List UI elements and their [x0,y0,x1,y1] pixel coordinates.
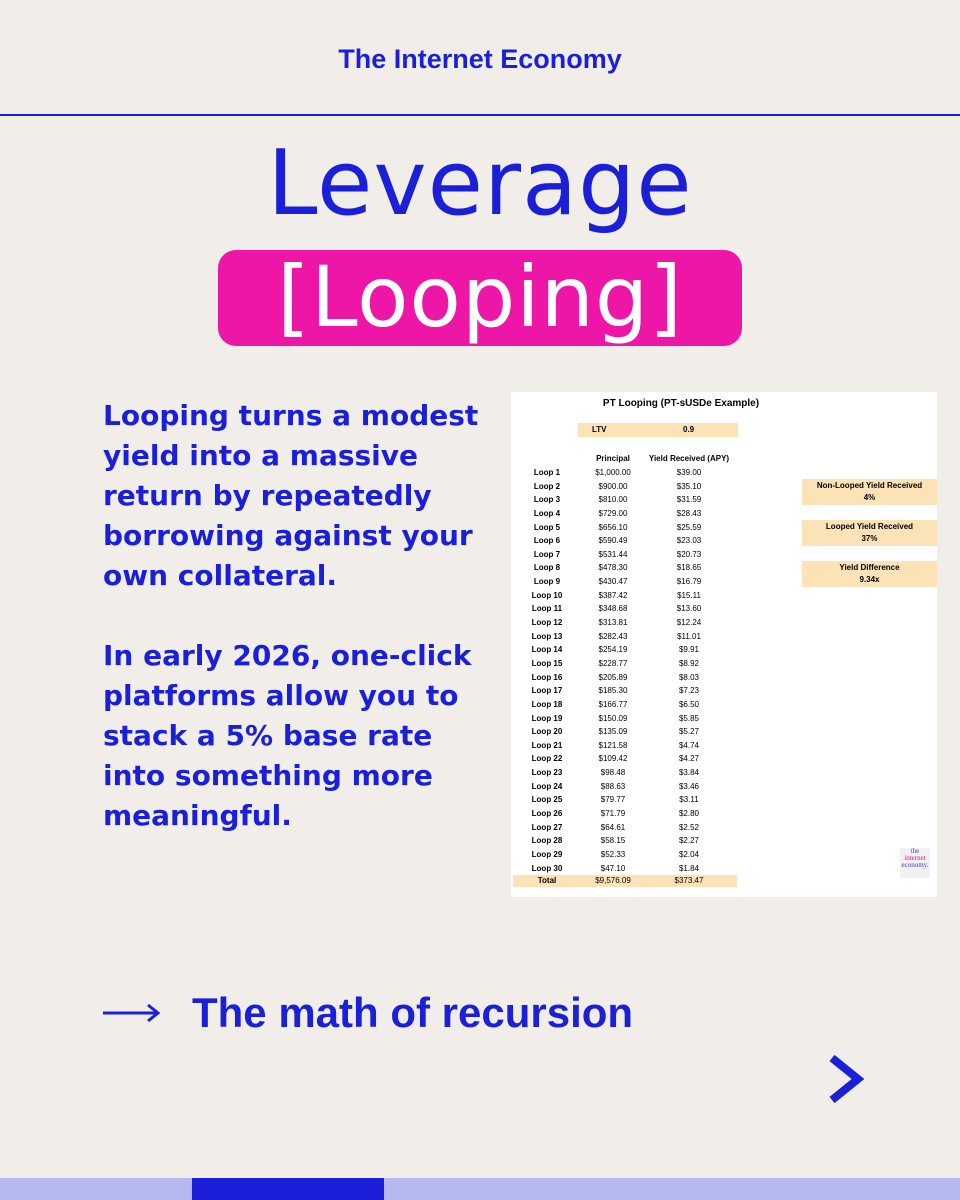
row-yield: $18.65 [676,563,702,573]
row-label: Loop 14 [531,645,563,655]
table-row [511,657,751,671]
looped-label: Looped Yield Received [825,522,914,531]
table-row [511,712,751,726]
row-label: Loop 22 [531,754,563,764]
difference-label: Yield Difference [839,563,900,572]
sheet-title: PT Looping (PT-sUSDe Example) [602,398,760,409]
row-label: Loop 9 [533,577,561,587]
page-title: Leverage [267,131,693,236]
row-principal: $282.43 [598,631,628,641]
row-label: Loop 26 [531,809,563,819]
principal-header: Principal [596,454,630,463]
table-row [511,821,751,835]
row-label: Loop 7 [533,549,561,559]
row-principal: $228.77 [598,658,628,668]
table-row [511,698,751,712]
detail-paragraph: In early 2026, one-click platforms allow you to stack a 5% base rate into something more meaningful. [103,639,472,832]
row-yield: $5.27 [678,727,700,737]
row-yield: $3.11 [679,795,699,805]
table-row [511,807,751,821]
spreadsheet-image [511,392,937,897]
row-label: Loop 13 [531,631,563,641]
ltv-label: LTV [592,425,607,434]
table-row [511,521,751,535]
row-label: Loop 18 [531,699,563,709]
row-yield: $28.43 [676,508,702,518]
progress-track [0,1178,960,1200]
row-yield: $16.79 [676,577,702,587]
non-looped-box [802,479,937,505]
row-yield: $15.11 [677,590,701,600]
row-yield: $3.46 [678,781,700,791]
table-row [511,793,751,807]
row-principal: $150.09 [598,713,628,723]
logo-line-2: internet [904,854,926,862]
row-principal: $185.30 [598,686,628,696]
row-principal: $590.49 [598,536,628,546]
row-label: Loop 30 [531,863,563,873]
row-yield: $31.59 [676,495,702,505]
row-principal: $313.81 [598,618,628,628]
header-divider [0,114,960,116]
table-row [511,630,751,644]
row-principal: $205.89 [598,672,628,682]
progress-fill [192,1178,384,1200]
table-row [511,643,751,657]
row-label: Loop 28 [531,836,563,846]
table-row [511,589,751,603]
row-yield: $8.92 [678,658,700,668]
row-yield: $23.03 [676,536,702,546]
row-label: Loop 25 [531,795,563,805]
row-yield: $2.04 [678,849,700,859]
table-row [511,575,751,589]
total-row [513,875,737,887]
row-yield: $2.27 [678,836,700,846]
row-principal: $52.33 [600,849,626,859]
ltv-row [578,423,738,437]
logo-line-1: the [910,847,920,855]
sheet-logo [900,848,930,878]
intro-paragraph: Looping turns a modest yield into a massive return by repeatedly borrowing against your own collateral. [103,399,479,592]
brand-title: The Internet Economy [338,44,622,74]
table-row [511,752,751,766]
row-label: Loop 10 [531,590,563,600]
row-yield: $13.60 [676,604,702,614]
row-principal: $387.42 [598,590,628,600]
row-label: Loop 17 [531,686,563,696]
row-yield: $4.74 [678,740,700,750]
row-label: Loop 16 [531,672,563,682]
table-row [511,616,751,630]
row-principal: $64.61 [600,822,626,832]
row-principal: $729.00 [598,508,628,518]
table-row [511,834,751,848]
row-yield: $39.00 [676,468,702,477]
total-label: Total [537,876,557,885]
row-principal: $47.10 [600,863,626,873]
loop-rows [511,466,751,875]
row-yield: $4.27 [678,754,700,764]
row-label: Loop 6 [533,536,561,546]
row-yield: $11.01 [677,631,701,641]
yield-header: Yield Received (APY) [648,454,730,463]
row-label: Loop 24 [531,781,563,791]
row-principal: $79.77 [600,795,626,805]
row-yield: $6.50 [678,699,700,709]
row-label: Loop 27 [531,822,563,832]
row-yield: $5.85 [678,713,700,723]
table-row [511,602,751,616]
row-label: Loop 21 [531,740,563,750]
table-row [511,684,751,698]
row-principal: $656.10 [598,522,628,532]
difference-value: 9.34x [859,575,880,584]
table-row [511,862,751,876]
difference-box [802,561,937,587]
looped-box [802,520,937,546]
row-yield: $2.52 [678,822,700,832]
table-row [511,725,751,739]
table-row [511,739,751,753]
row-yield: $9.91 [678,645,700,655]
row-yield: $12.24 [676,618,702,628]
table-row [511,780,751,794]
row-label: Loop 2 [533,481,561,491]
row-label: Loop 23 [531,768,563,778]
row-label: Loop 15 [531,658,563,668]
table-row [511,848,751,862]
looped-value: 37% [861,534,878,543]
row-label: Loop 1 [533,468,561,477]
row-principal: $1,000.00 [595,468,631,477]
table-row [511,466,751,480]
row-label: Loop 11 [531,604,563,614]
row-principal: $58.15 [600,836,626,846]
row-yield: $35.10 [676,481,702,491]
row-principal: $478.30 [598,563,628,573]
total-principal: $9,576.09 [595,876,631,885]
row-principal: $900.00 [598,481,628,491]
row-label: Loop 4 [533,508,561,518]
row-principal: $121.58 [598,740,628,750]
row-yield: $25.59 [676,522,702,532]
row-label: Loop 3 [533,495,561,505]
table-row [511,561,751,575]
row-label: Loop 8 [533,563,561,573]
row-principal: $135.09 [598,727,628,737]
row-principal: $98.48 [600,768,626,778]
logo-line-3: economy. [901,861,929,869]
row-label: Loop 5 [533,522,561,532]
table-row [511,534,751,548]
row-yield: $8.03 [678,672,700,682]
row-principal: $71.79 [600,809,626,819]
row-label: Loop 12 [531,618,563,628]
right-arrow-icon [103,1003,161,1023]
cta-text: The math of recursion [192,989,634,1036]
table-row [511,480,751,494]
highlight-title: [Looping] [277,248,683,346]
table-row [511,507,751,521]
row-principal: $531.44 [598,549,628,559]
row-label: Loop 29 [531,849,563,859]
row-yield: $1.84 [678,863,700,873]
non-looped-value: 4% [863,493,876,502]
table-row [511,493,751,507]
row-principal: $109.42 [598,754,628,764]
ltv-value: 0.9 [683,425,695,434]
total-yield: $373.47 [674,876,704,885]
table-row [511,548,751,562]
table-row [511,671,751,685]
row-principal: $810.00 [598,495,628,505]
row-principal: $430.47 [598,577,628,587]
row-yield: $3.84 [678,768,700,778]
row-label: Loop 19 [531,713,563,723]
row-principal: $166.77 [598,699,628,709]
row-yield: $2.80 [678,809,700,819]
row-principal: $88.63 [600,781,626,791]
row-label: Loop 20 [531,727,563,737]
row-principal: $254.19 [598,645,628,655]
row-principal: $348.68 [598,604,628,614]
non-looped-label: Non-Looped Yield Received [816,481,923,490]
row-yield: $7.23 [678,686,700,696]
chevron-right-icon[interactable] [826,1054,866,1104]
table-row [511,766,751,780]
row-yield: $20.73 [676,549,702,559]
